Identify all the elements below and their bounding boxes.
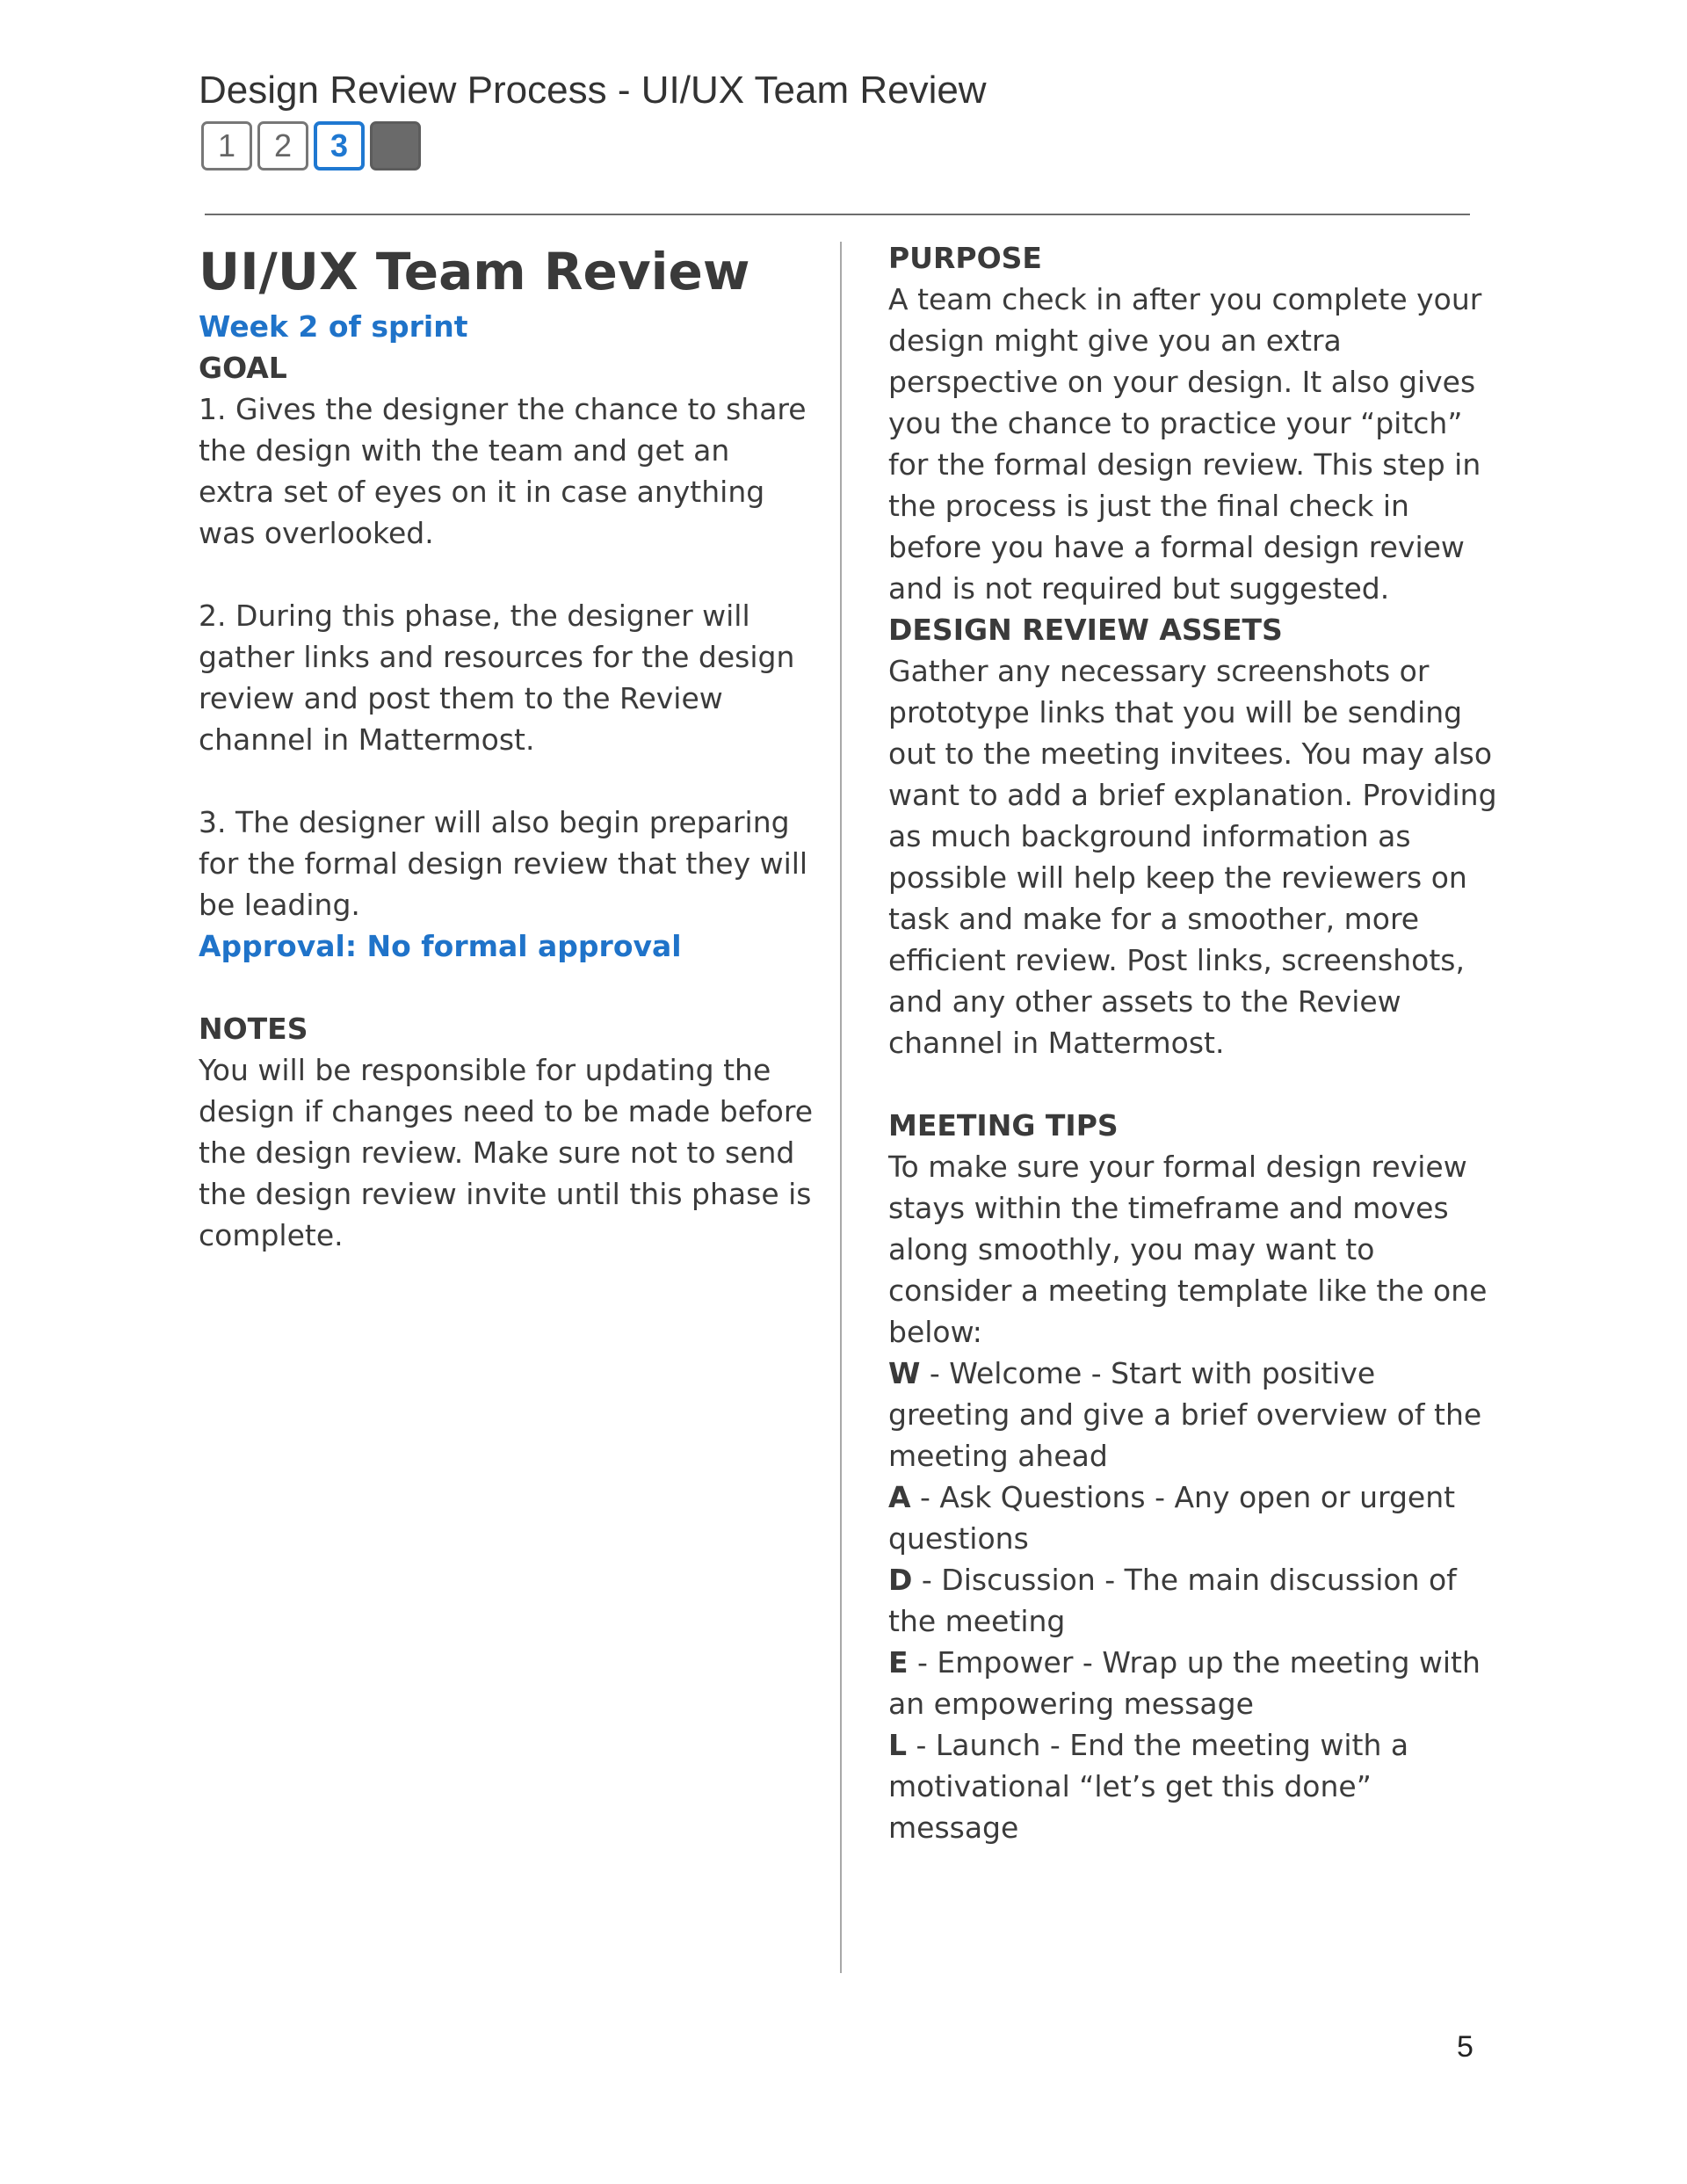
page-number: 5	[1457, 2030, 1473, 2064]
notes-text: You will be responsible for updating the design if changes need to be made before the design review. Make sure not to send the design review invite until this phase is complete.	[199, 1053, 813, 1252]
column-divider	[840, 242, 842, 1973]
goal-item-2: 2. During this phase, the designer will gather links and resources for the design review and post them to the Review channel in Mattermost.	[199, 599, 795, 757]
tip-text: - Welcome - Start with positive greeting and give a brief overview of the meeting ahead	[888, 1356, 1482, 1473]
step-3-current: 3	[314, 121, 365, 171]
approval-text: Approval: No formal approval	[199, 929, 682, 963]
tip-letter: A	[888, 1480, 911, 1514]
purpose-label: PURPOSE	[888, 241, 1042, 275]
tip-launch	[888, 1724, 1503, 1848]
tip-letter: W	[888, 1356, 921, 1390]
tip-letter: D	[888, 1563, 913, 1597]
meeting-tips-label: MEETING TIPS	[888, 1108, 1119, 1143]
section-title: UI/UX Team Review	[199, 242, 750, 301]
right-column	[888, 237, 1503, 1848]
tip-text: - Launch - End the meeting with a motivational “let’s get this done” message	[888, 1728, 1409, 1845]
document-title: Design Review Process - UI/UX Team Review	[199, 69, 987, 112]
tip-text: - Empower - Wrap up the meeting with an empowering message	[888, 1645, 1481, 1721]
goal-item-1: 1. Gives the designer the chance to share the design with the team and get an extra set of eyes on it in case anything was overlooked.	[199, 392, 807, 550]
goal-label: GOAL	[199, 351, 287, 385]
notes-label: NOTES	[199, 1012, 308, 1046]
tip-letter: L	[888, 1728, 908, 1762]
step-4-filled	[370, 121, 421, 171]
tip-text: - Ask Questions - Any open or urgent questions	[888, 1480, 1456, 1556]
step-1: 1	[201, 121, 252, 171]
tip-ask-questions	[888, 1477, 1503, 1559]
step-indicator	[201, 121, 421, 171]
tip-empower	[888, 1642, 1503, 1724]
left-column	[199, 237, 814, 1256]
step-2: 2	[257, 121, 308, 171]
tip-welcome	[888, 1353, 1503, 1477]
goal-item-3: 3. The designer will also begin preparing for the formal design review that they will be leading.	[199, 805, 808, 922]
header-divider	[205, 214, 1470, 215]
assets-text: Gather any necessary screenshots or prototype links that you will be sending out to the meeting invitees. You may also want to add a brief explanation. Providing as much background information as possible will help keep the reviewers on task and make for a smoother, more efficient review. Post links, screenshots, and any other assets to the Review channel in Mattermost.	[888, 654, 1497, 1060]
tip-text: - Discussion - The main discussion of the meeting	[888, 1563, 1457, 1638]
tip-discussion	[888, 1559, 1503, 1642]
meeting-tips-intro: To make sure your formal design review stays within the timeframe and moves along smoothly, you may want to consider a meeting template like the one below:	[888, 1150, 1488, 1349]
tip-letter: E	[888, 1645, 909, 1680]
assets-label: DESIGN REVIEW ASSETS	[888, 613, 1283, 647]
purpose-text: A team check in after you complete your design might give you an extra perspective on your design. It also gives you the chance to practice your “pitch” for the formal design review. This step in the process is just the final check in before you have a formal design review and is not required but suggested.	[888, 282, 1482, 606]
sprint-week: Week 2 of sprint	[199, 309, 468, 344]
